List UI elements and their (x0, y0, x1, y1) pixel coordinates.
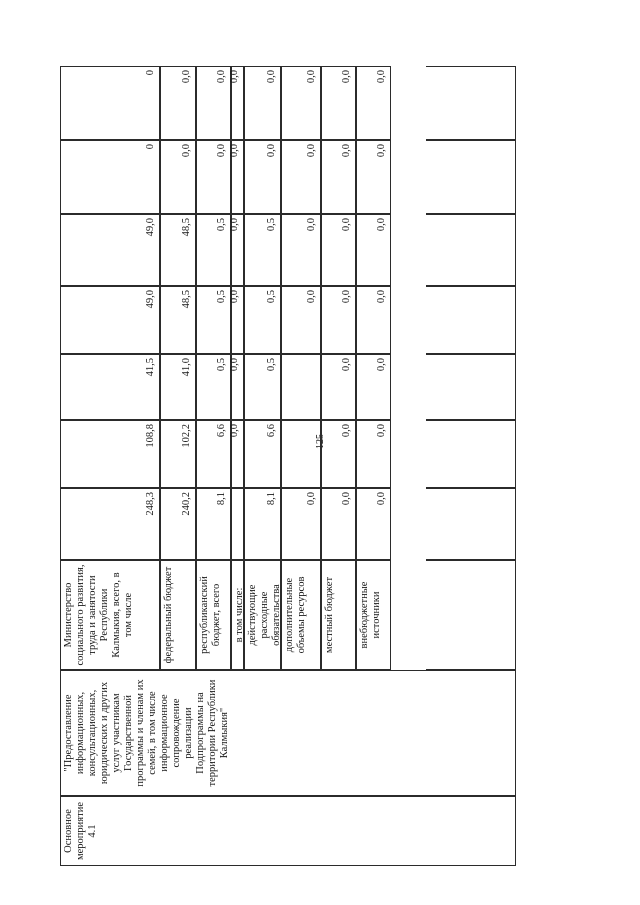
budget-value-cell (281, 488, 321, 560)
budget-value-cell (160, 354, 196, 420)
budget-value: 0,0 (229, 70, 240, 84)
budget-value: 8,1 (266, 492, 277, 506)
budget-value-cell (356, 66, 391, 140)
budget-value: 48,5 (181, 290, 192, 309)
budget-value-cell (244, 420, 281, 488)
budget-value: 6,6 (216, 424, 227, 438)
budget-value-cell (281, 420, 321, 488)
source-label: дополнительные объемы ресурсов (284, 576, 307, 654)
source-label-cell (321, 560, 356, 670)
budget-value: 240,2 (181, 492, 192, 516)
budget-value-cell (160, 140, 196, 214)
budget-value-cell (356, 140, 391, 214)
total-value: 49,0 (145, 290, 156, 309)
budget-value-cell (321, 420, 356, 488)
source-label-cell (196, 560, 231, 670)
budget-value: 0,0 (181, 70, 192, 84)
budget-value: 0,0 (341, 424, 352, 438)
budget-value-cell (231, 140, 244, 214)
total-value-cell (60, 354, 160, 420)
budget-value-cell (196, 420, 231, 488)
measure-name: "Предоставление информационных, консультационных, юридических и других услуг участникам Государственной программы и членам их семей, в том числе информационное сопровождение реализации Подпрограммы на территории Республики Калмыкия" (63, 679, 230, 787)
total-value: 108,8 (145, 424, 156, 448)
budget-value: 0,0 (376, 144, 387, 158)
budget-value-cell (244, 354, 281, 420)
budget-value: 48,5 (181, 218, 192, 237)
measure-type-cell (60, 796, 516, 866)
budget-value: 0,0 (306, 290, 317, 304)
budget-value-cell (281, 286, 321, 354)
budget-value-cell (244, 140, 281, 214)
source-label-cell (231, 560, 244, 670)
budget-value: 0,0 (376, 492, 387, 506)
budget-value: 0,5 (216, 358, 227, 372)
source-label-cell (356, 560, 391, 670)
empty-cell (426, 354, 516, 420)
total-value-cell (60, 66, 160, 140)
executor-cell (60, 560, 160, 670)
budget-value: 0,0 (341, 358, 352, 372)
budget-value: 0,0 (341, 492, 352, 506)
page-number: 125 (315, 434, 326, 449)
budget-value: 0,0 (306, 144, 317, 158)
empty-cell (426, 140, 516, 214)
budget-value: 0,0 (306, 492, 317, 506)
budget-value-cell (321, 488, 356, 560)
empty-cell (426, 286, 516, 354)
budget-value-cell (196, 354, 231, 420)
source-label-cell (160, 560, 196, 670)
budget-value-cell (281, 140, 321, 214)
source-label: в том числе: (234, 587, 245, 643)
budget-value: 0,0 (376, 358, 387, 372)
budget-value: 0,5 (216, 218, 227, 232)
source-label: действующие расходные обязательства (247, 584, 282, 646)
budget-table (60, 66, 516, 866)
budget-value: 0,0 (229, 144, 240, 158)
budget-value-cell (244, 214, 281, 286)
total-value-cell (60, 140, 160, 214)
budget-value: 0,5 (266, 358, 277, 372)
budget-value-cell (196, 488, 231, 560)
empty-cell (426, 488, 516, 560)
source-label: федеральный бюджет (163, 566, 174, 664)
total-value: 0 (145, 70, 156, 76)
budget-value: 0,0 (341, 218, 352, 232)
source-label: местный бюджет (324, 576, 335, 654)
budget-value: 0,0 (181, 144, 192, 158)
budget-value: 0,0 (376, 424, 387, 438)
budget-value: 0,0 (306, 70, 317, 84)
source-label: внебюджетные источники (359, 581, 382, 649)
budget-value: 0,5 (216, 290, 227, 304)
budget-value: 0,0 (341, 290, 352, 304)
empty-cell (426, 560, 516, 670)
budget-value-cell (321, 140, 356, 214)
budget-value-cell (321, 66, 356, 140)
budget-value-cell (231, 488, 244, 560)
budget-value: 0,0 (229, 358, 240, 372)
budget-value-cell (356, 420, 391, 488)
budget-value-cell (160, 420, 196, 488)
total-value: 49,0 (145, 218, 156, 237)
budget-value: 0,0 (341, 144, 352, 158)
budget-value-cell (231, 66, 244, 140)
budget-value-cell (160, 488, 196, 560)
budget-value: 102,2 (181, 424, 192, 448)
budget-value-cell (356, 488, 391, 560)
budget-value-cell (160, 214, 196, 286)
source-label-cell (281, 560, 321, 670)
executor-name: Министерство социального развития, труда и занятости Республики Калмыкия, всего, в том числе (63, 564, 134, 666)
budget-value: 0,0 (229, 218, 240, 232)
total-value: 41,5 (145, 358, 156, 377)
budget-value: 41,0 (181, 358, 192, 377)
total-value: 0 (145, 144, 156, 150)
total-value: 248,3 (145, 492, 156, 516)
source-label-cell (244, 560, 281, 670)
budget-value-cell (281, 354, 321, 420)
budget-value-cell (196, 66, 231, 140)
empty-cell (426, 66, 516, 140)
budget-value-cell (244, 66, 281, 140)
budget-value-cell (356, 214, 391, 286)
budget-value-cell (231, 286, 244, 354)
budget-value: 6,6 (266, 424, 277, 438)
budget-value: 0,0 (229, 290, 240, 304)
budget-value-cell (231, 354, 244, 420)
budget-value: 0,5 (266, 290, 277, 304)
rotated-table-wrapper (60, 66, 516, 866)
budget-value: 0,0 (376, 218, 387, 232)
budget-value-cell (281, 66, 321, 140)
budget-value-cell (321, 354, 356, 420)
budget-value-cell (244, 488, 281, 560)
total-value-cell (60, 488, 160, 560)
budget-value-cell (281, 214, 321, 286)
measure-type-label: Основное мероприятие 4.1 (63, 802, 98, 860)
budget-value: 8,1 (216, 492, 227, 506)
empty-cell (426, 420, 516, 488)
measure-name-cell (60, 670, 516, 796)
budget-value-cell (160, 66, 196, 140)
budget-value-cell (231, 420, 244, 488)
budget-value-cell (244, 286, 281, 354)
budget-value-cell (160, 286, 196, 354)
budget-value-cell (196, 140, 231, 214)
budget-value: 0,0 (229, 424, 240, 438)
budget-value: 0,0 (376, 290, 387, 304)
budget-value: 0,0 (376, 70, 387, 84)
budget-value-cell (321, 214, 356, 286)
budget-value: 0,0 (216, 70, 227, 84)
total-value-cell (60, 286, 160, 354)
budget-value-cell (196, 286, 231, 354)
budget-value-cell (356, 286, 391, 354)
budget-value: 0,5 (266, 218, 277, 232)
total-value-cell (60, 214, 160, 286)
budget-value-cell (231, 214, 244, 286)
budget-value: 0,0 (266, 144, 277, 158)
budget-value-cell (356, 354, 391, 420)
budget-value: 0,0 (216, 144, 227, 158)
budget-value: 0,0 (306, 218, 317, 232)
budget-value-cell (321, 286, 356, 354)
total-value-cell (60, 420, 160, 488)
source-label: республиканский бюджет, всего (199, 576, 222, 654)
budget-value-cell (196, 214, 231, 286)
budget-value: 0,0 (266, 70, 277, 84)
budget-value: 0,0 (341, 70, 352, 84)
empty-cell (426, 214, 516, 286)
